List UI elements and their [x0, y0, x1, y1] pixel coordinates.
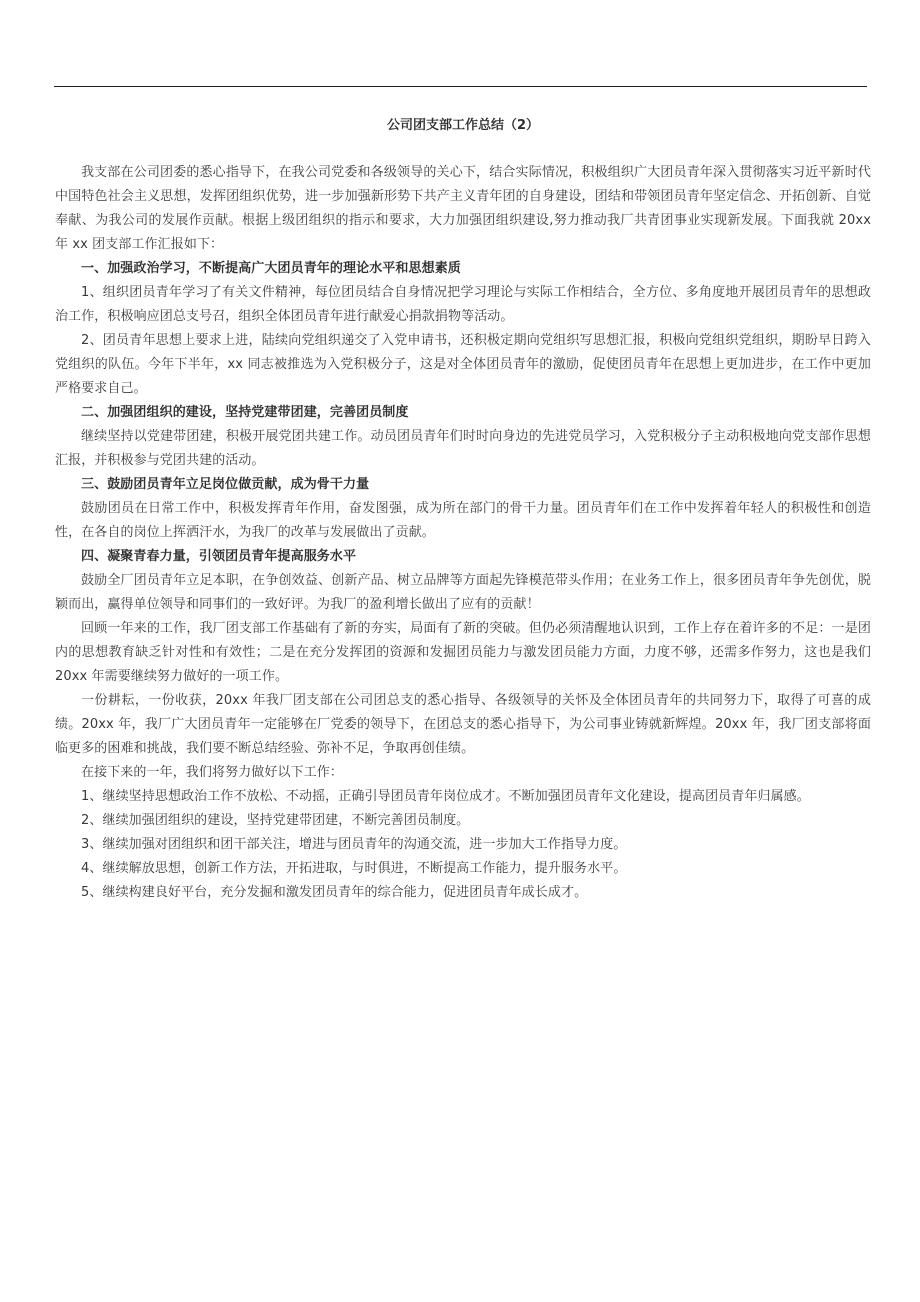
- top-rule: [54, 86, 867, 87]
- paragraph: 回顾一年来的工作，我厂团支部工作基础有了新的夯实，局面有了新的突破。但仍必须清醒地认识到，工作上存在着许多的不足：一是团内的思想教育缺乏针对性和有效性；二是在充分发挥团的资源和发掘团员能力与激发团员能力方面，力度不够，还需多作努力，这也是我们 20xx 年需要继续努力做好的一项工作。: [55, 621, 871, 684]
- plan-item: 1、继续坚持思想政治工作不放松、不动摇，正确引导团员青年岗位成才。不断加强团员青年文化建设，提高团员青年归属感。: [81, 789, 810, 804]
- paragraph: 继续坚持以党建带团建，积极开展党团共建工作。动员团员青年们时时向身边的先进党员学习，入党积极分子主动积极地向党支部作思想汇报，并积极参与党团共建的活动。: [55, 429, 871, 468]
- paragraph: 鼓励全厂团员青年立足本职，在争创效益、创新产品、树立品牌等方面起先锋模范带头作用；在业务工作上，很多团员青年争先创优，脱颖而出，赢得单位领导和同事们的一致好评。为我厂的盈利增长做出了应有的贡献！: [55, 573, 871, 612]
- section-heading-2: 二、加强团组织的建设，坚持党建带团建，完善团员制度: [81, 405, 409, 420]
- plan-item: 5、继续构建良好平台，充分发掘和激发团员青年的综合能力，促进团员青年成长成才。: [81, 885, 588, 900]
- document-body: [55, 112, 871, 905]
- plan-item: 4、继续解放思想，创新工作方法，开拓进取，与时俱进，不断提高工作能力，提升服务水平。: [81, 861, 627, 876]
- section-heading-3: 三、鼓励团员青年立足岗位做贡献，成为骨干力量: [81, 477, 370, 492]
- section-heading-1: 一、加强政治学习，不断提高广大团员青年的理论水平和思想素质: [81, 261, 461, 276]
- paragraph: 1、组织团员青年学习了有关文件精神，每位团员结合自身情况把学习理论与实际工作相结合，全方位、多角度地开展团员青年的思想政治工作，积极响应团总支号召，组织全体团员青年进行献爱心捐款捐物等活动。: [55, 285, 871, 324]
- paragraph: 鼓励团员在日常工作中，积极发挥青年作用，奋发图强，成为所在部门的骨干力量。团员青年们在工作中发挥着年轻人的积极性和创造性，在各自的岗位上挥洒汗水，为我厂的改革与发展做出了贡献。: [55, 501, 871, 540]
- intro-paragraph: 我支部在公司团委的悉心指导下，在我公司党委和各级领导的关心下，结合实际情况，积极组织广大团员青年深入贯彻落实习近平新时代中国特色社会主义思想，发挥团组织优势，进一步加强新形势下共产主义青年团的自身建设，团结和带领团员青年坚定信念、开拓创新、自觉奉献、为我公司的发展作贡献。根据上级团组织的指示和要求，大力加强团组织建设,努力推动我厂共青团事业实现新发展。下面我就 20xx 年 xx 团支部工作汇报如下：: [55, 165, 871, 252]
- plan-item: 3、继续加强对团组织和团干部关注，增进与团员青年的沟通交流，进一步加大工作指导力度。: [81, 837, 627, 852]
- section-heading-4: 四、凝聚青春力量，引领团员青年提高服务水平: [81, 549, 357, 564]
- plan-item: 2、继续加强团组织的建设，坚持党建带团建，不断完善团员制度。: [81, 813, 470, 828]
- paragraph: 一份耕耘，一份收获，20xx 年我厂团支部在公司团总支的悉心指导、各级领导的关怀及全体团员青年的共同努力下，取得了可喜的成绩。20xx 年，我厂广大团员青年一定能够在厂党委的领导下，在团总支的悉心指导下，为公司事业铸就新辉煌。20xx 年，我厂团支部将面临更多的困难和挑战，我们要不断总结经验、弥补不足，争取再创佳绩。: [55, 693, 871, 756]
- paragraph: 2、团员青年思想上要求上进，陆续向党组织递交了入党申请书，还积极定期向党组织写思想汇报，积极向党组织党组织，期盼早日跨入党组织的队伍。今年下半年，xx 同志被推选为入党积极分子，这是对全体团员青年的激励，促使团员青年在思想上更加进步，在工作中更加严格要求自己。: [55, 333, 871, 396]
- document-title: 公司团支部工作总结（2）: [386, 118, 540, 133]
- paragraph: 在接下来的一年，我们将努力做好以下工作：: [81, 765, 344, 780]
